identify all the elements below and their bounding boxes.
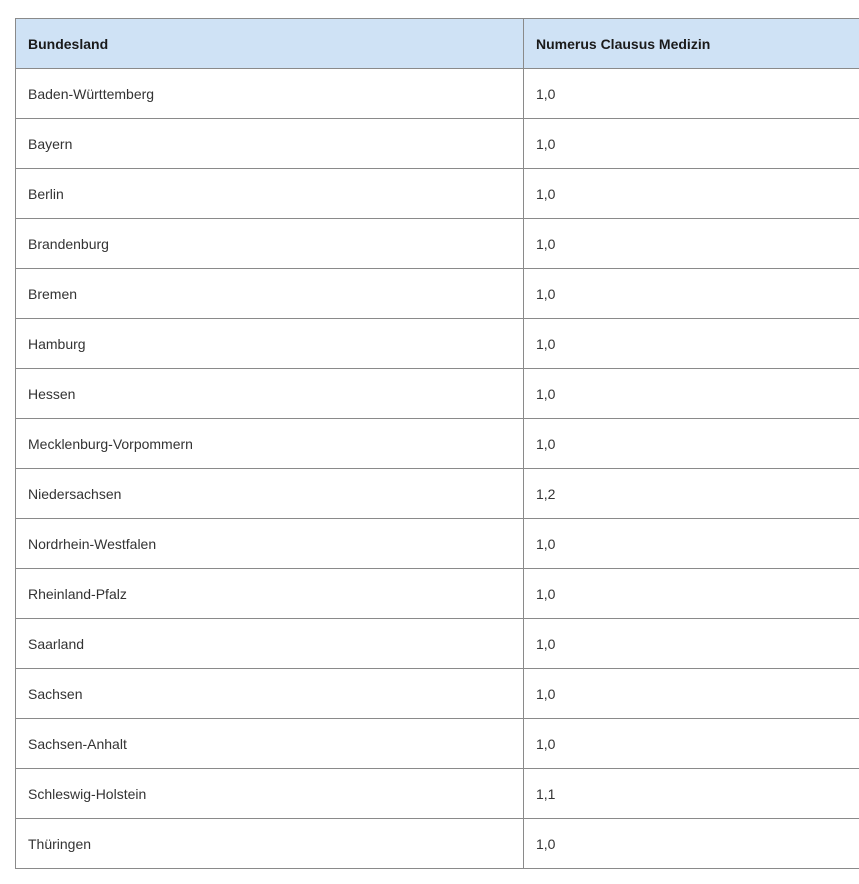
table-row — [16, 719, 859, 769]
cell-bundesland: Bayern — [16, 119, 524, 169]
cell-bundesland: Saarland — [16, 619, 524, 669]
cell-nc-value: 1,0 — [524, 419, 859, 469]
cell-nc-value: 1,0 — [524, 119, 859, 169]
cell-bundesland: Berlin — [16, 169, 524, 219]
cell-bundesland: Niedersachsen — [16, 469, 524, 519]
cell-nc-value: 1,0 — [524, 319, 859, 369]
cell-nc-value: 1,1 — [524, 769, 859, 819]
table-row — [16, 819, 859, 869]
header-row — [16, 19, 859, 69]
table-row — [16, 119, 859, 169]
header-bundesland: Bundesland — [16, 19, 524, 69]
cell-bundesland: Brandenburg — [16, 219, 524, 269]
table-body — [16, 69, 859, 869]
cell-nc-value: 1,0 — [524, 669, 859, 719]
table-row — [16, 419, 859, 469]
table-row — [16, 469, 859, 519]
cell-bundesland: Schleswig-Holstein — [16, 769, 524, 819]
cell-bundesland: Sachsen-Anhalt — [16, 719, 524, 769]
cell-nc-value: 1,0 — [524, 619, 859, 669]
table-row — [16, 369, 859, 419]
cell-nc-value: 1,0 — [524, 219, 859, 269]
table-row — [16, 569, 859, 619]
table-row — [16, 69, 859, 119]
cell-nc-value: 1,0 — [524, 569, 859, 619]
cell-bundesland: Rheinland-Pfalz — [16, 569, 524, 619]
cell-bundesland: Nordrhein-Westfalen — [16, 519, 524, 569]
cell-bundesland: Hessen — [16, 369, 524, 419]
table-row — [16, 269, 859, 319]
header-numerus-clausus: Numerus Clausus Medizin — [524, 19, 859, 69]
cell-nc-value: 1,2 — [524, 469, 859, 519]
cell-bundesland: Sachsen — [16, 669, 524, 719]
cell-bundesland: Hamburg — [16, 319, 524, 369]
cell-bundesland: Baden-Württemberg — [16, 69, 524, 119]
cell-nc-value: 1,0 — [524, 269, 859, 319]
table-row — [16, 319, 859, 369]
nc-table-container — [15, 18, 859, 869]
table-header — [16, 19, 859, 69]
table-row — [16, 669, 859, 719]
cell-nc-value: 1,0 — [524, 819, 859, 869]
cell-nc-value: 1,0 — [524, 719, 859, 769]
table-row — [16, 619, 859, 669]
cell-nc-value: 1,0 — [524, 169, 859, 219]
table-row — [16, 219, 859, 269]
table-row — [16, 169, 859, 219]
cell-bundesland: Mecklenburg-Vorpommern — [16, 419, 524, 469]
nc-table — [15, 18, 859, 869]
cell-bundesland: Bremen — [16, 269, 524, 319]
cell-nc-value: 1,0 — [524, 369, 859, 419]
table-row — [16, 769, 859, 819]
cell-nc-value: 1,0 — [524, 69, 859, 119]
table-row — [16, 519, 859, 569]
cell-nc-value: 1,0 — [524, 519, 859, 569]
cell-bundesland: Thüringen — [16, 819, 524, 869]
